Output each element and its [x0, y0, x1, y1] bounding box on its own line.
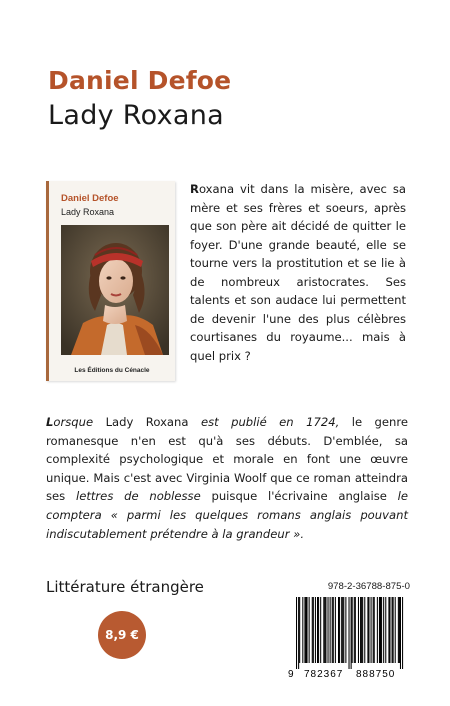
critique-part-7: le comptera « parmi les quelques romans anglais pouvant indiscutablement prétendre à la grandeur ».: [46, 489, 408, 541]
portrait-painting: [61, 225, 169, 355]
barcode-digit-first: 9: [288, 669, 294, 679]
barcode-bar: [318, 597, 319, 663]
barcode-bar: [361, 597, 362, 663]
barcode-bar: [296, 597, 297, 669]
mini-cover-author: Daniel Defoe: [61, 193, 119, 204]
critique-paragraph: [46, 413, 408, 543]
barcode: [286, 595, 410, 679]
barcode-bar: [377, 597, 378, 663]
barcode-bar: [373, 597, 374, 663]
barcode-bar: [351, 597, 352, 669]
barcode-bar: [367, 597, 368, 663]
barcode-bar: [395, 597, 396, 663]
cover-title: Lady Roxana: [48, 100, 225, 131]
barcode-bar: [355, 597, 356, 663]
barcode-bar: [325, 597, 326, 663]
mini-cover-title: Lady Roxana: [61, 207, 115, 217]
barcode-bar: [398, 597, 399, 663]
summary-text: oxana vit dans la misère, avec sa mère et ses frères et soeurs, après que son père ait décidé de quitter le foyer. D'une grande beauté, elle se tourne vers la prostitution et se lie à de nombreux aristocrates. Ses talents et son audace lui permettent de devenir l'une des plus célèbres courtisanes du royaume... mais à quel prix ?: [190, 182, 406, 363]
barcode-bar: [400, 597, 401, 669]
barcode-bar: [345, 597, 346, 663]
barcode-bar: [339, 597, 340, 663]
critique-part-5: lettres de noblesse: [75, 489, 201, 504]
barcode-bar: [299, 597, 300, 663]
critique-initial: L: [46, 415, 54, 429]
barcode-bar: [307, 597, 308, 663]
barcode-bar: [402, 597, 403, 669]
barcode-bar: [379, 597, 380, 663]
cover-author: Daniel Defoe: [48, 66, 232, 95]
mini-cover-image: [46, 181, 175, 381]
barcode-bar: [399, 597, 400, 663]
barcode-bar: [381, 597, 382, 663]
barcode-bar: [323, 597, 324, 663]
summary-paragraph: [190, 180, 406, 365]
barcode-bar: [383, 597, 384, 663]
barcode-bar: [302, 597, 303, 663]
barcode-bar: [385, 597, 386, 663]
barcode-bar: [315, 597, 316, 663]
barcode-bar: [349, 597, 350, 669]
barcode-bar: [343, 597, 344, 663]
critique-part-6: puisque l'écrivaine anglaise: [200, 489, 398, 504]
barcode-bar: [374, 597, 375, 663]
critique-part-3: est publié en 1724,: [200, 415, 340, 429]
barcode-bar: [312, 597, 313, 663]
barcode-bar: [324, 597, 325, 663]
barcode-bar: [392, 597, 393, 663]
barcode-bar: [313, 597, 314, 663]
barcode-bar: [298, 597, 299, 669]
barcode-bar: [328, 597, 329, 663]
barcode-bar: [330, 597, 331, 663]
critique-part-2: Lady Roxana: [93, 415, 201, 429]
barcode-bar: [358, 597, 359, 663]
barcode-bar: [360, 597, 361, 663]
mini-cover-publisher: Les Éditions du Cénacle: [74, 367, 150, 374]
barcode-digits-right: 888750: [356, 669, 396, 679]
critique-part-4: le genre romanesque n'en est qu'à ses débuts. D'emblée, sa complexité psychologique et morale en font une œuvre unique. Mais c'est avec Virginia Woolf que ce roman atteindra ses: [46, 415, 409, 504]
barcode-bar: [393, 597, 394, 663]
barcode-bar: [342, 597, 343, 663]
critique-part-1: orsque: [53, 415, 94, 429]
barcode-bar: [309, 597, 310, 663]
barcode-digits-left: 782367: [304, 669, 344, 679]
genre-label: Littérature étrangère: [46, 578, 204, 596]
barcode-bar: [333, 597, 334, 663]
isbn-text: 978-2-36788-875-0: [327, 581, 410, 592]
barcode-bar: [341, 597, 342, 663]
barcode-bar: [320, 597, 321, 663]
barcode-bar: [371, 597, 372, 663]
barcode-bar: [338, 597, 339, 663]
barcode-bar: [388, 597, 389, 663]
barcode-bar: [352, 597, 353, 663]
barcode-bar: [368, 597, 369, 663]
barcode-bar: [335, 597, 336, 663]
barcode-bar: [354, 597, 355, 663]
barcode-bar: [389, 597, 390, 663]
summary-dropcap: R: [190, 182, 199, 196]
barcode-bar: [364, 597, 365, 663]
barcode-bar: [332, 597, 333, 663]
barcode-bar: [304, 597, 305, 663]
price-badge: 8,9 €: [98, 611, 146, 659]
barcode-bars: [286, 595, 410, 679]
barcode-bar: [380, 597, 381, 663]
barcode-bar: [305, 597, 306, 663]
barcode-bar: [317, 597, 318, 663]
barcode-bar: [362, 597, 363, 663]
